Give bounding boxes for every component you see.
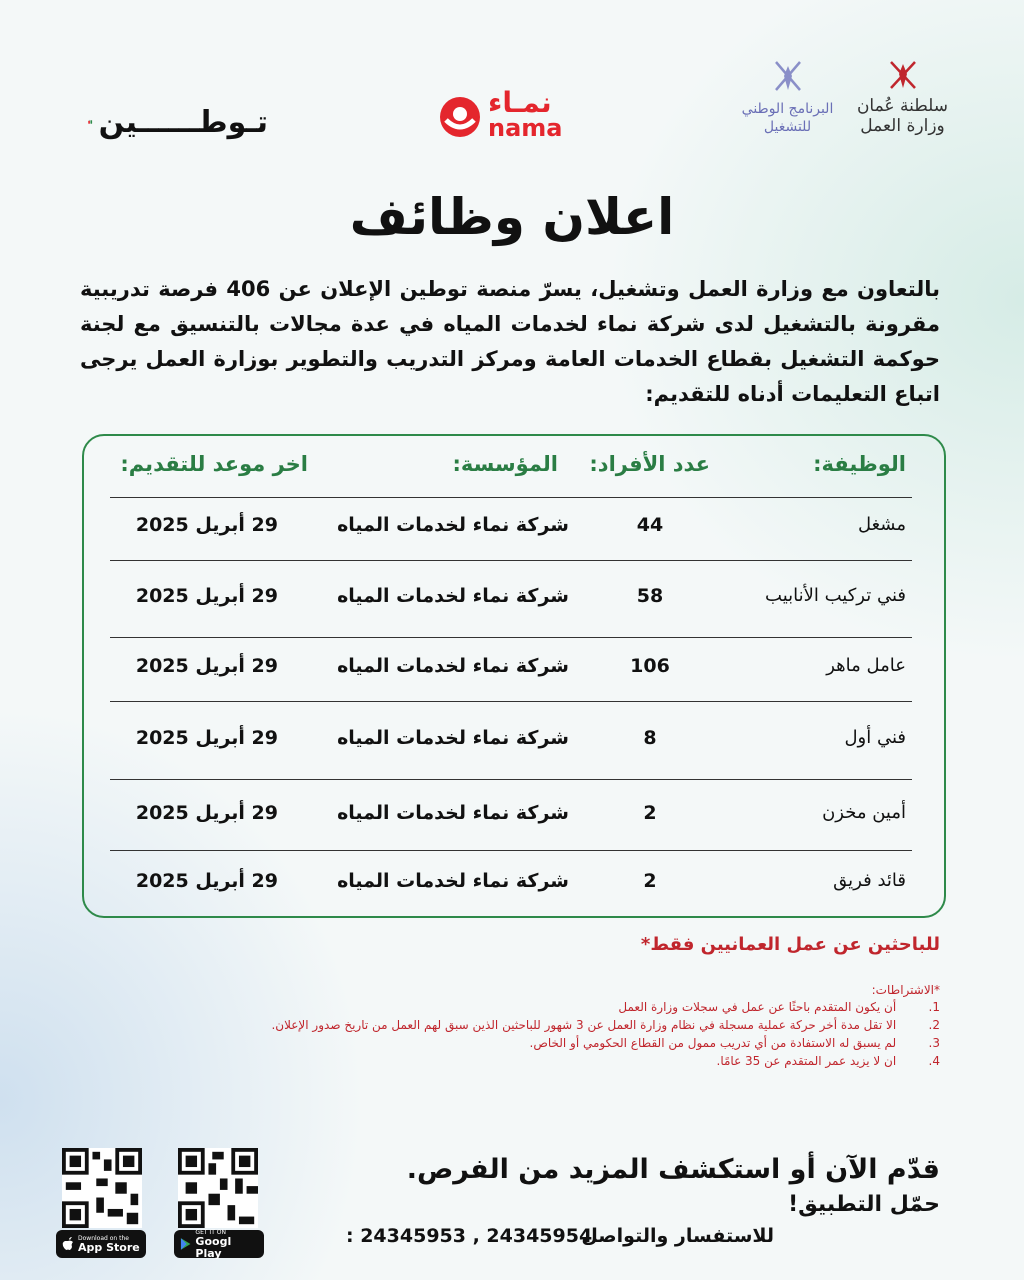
- google-play-big-text: Googl Play: [195, 1234, 232, 1260]
- row-divider: [110, 560, 912, 561]
- table-cell-job: عامل ماهر: [826, 655, 906, 676]
- national-program-line1: البرنامج الوطني: [741, 101, 834, 117]
- row-divider: [110, 701, 912, 702]
- intro-paragraph: بالتعاون مع وزارة العمل وتشغيل، يسرّ منصة توطين الإعلان عن 406 فرصة تدريبية مقرونة بالتشغيل لدى شركة نماء لخدمات المياه في عدة مجالات بالتنسيق مع لجنة حوكمة التشغيل بقطاع الخدمات العامة ومركز التدريب والتطوير بوزارة العمل يرجى اتباع التعليمات أدناه للتقديم:: [80, 277, 941, 406]
- ministry-of-labour-logo: [855, 56, 950, 146]
- table-cell-deadline: 29 أبريل 2025: [135, 585, 278, 607]
- national-program-logo: [735, 56, 840, 146]
- table-cell-deadline: 29 أبريل 2025: [135, 727, 278, 749]
- table-cell-job: فني تركيب الأنابيب: [765, 585, 906, 606]
- table-cell-deadline: 29 أبريل 2025: [135, 514, 278, 536]
- table-cell-count: 44: [636, 514, 664, 536]
- google-play-badge[interactable]: [174, 1230, 264, 1258]
- header-count: عدد الأفراد:: [589, 452, 710, 476]
- condition-text: الا تقل مدة أخر حركة عملية مسجلة في نظام وزارة العمل عن 3 شهور للباحثين الذين سبق لهم العمل من تاريخ صدور الإعلان.: [271, 1018, 897, 1032]
- nama-logo: [436, 86, 566, 146]
- table-cell-org: شركة نماء لخدمات المياه: [337, 802, 569, 824]
- tawteen-logo-text: تـوطــــــين: [98, 104, 268, 140]
- ministry-line1: سلطنة عُمان: [856, 96, 949, 116]
- condition-text: لم يسبق له الاستفادة من أي تدريب ممول من القطاع الحكومي أو الخاص.: [529, 1036, 897, 1050]
- condition-item: [717, 1054, 940, 1068]
- nama-logo-arabic: نمـاء: [488, 86, 552, 119]
- tawteen-logo: [88, 100, 268, 144]
- page-title: اعلان وظائف: [349, 188, 675, 246]
- row-divider: [110, 637, 912, 638]
- app-store-qr-code[interactable]: [62, 1148, 142, 1228]
- condition-number: 2.: [928, 1018, 940, 1032]
- table-cell-org: شركة نماء لخدمات المياه: [337, 514, 569, 536]
- ministry-line2: وزارة العمل: [860, 116, 945, 136]
- header-deadline: اخر موعد للتقديم:: [120, 452, 308, 476]
- header-org: المؤسسة:: [452, 452, 558, 476]
- condition-number: 4.: [928, 1054, 940, 1068]
- nama-logo-english: nama: [488, 114, 563, 142]
- conditions-heading: *الاشتراطات:: [871, 983, 940, 997]
- app-store-badge[interactable]: [56, 1230, 146, 1258]
- row-divider: [110, 779, 912, 780]
- table-cell-deadline: 29 أبريل 2025: [135, 802, 278, 824]
- contact-label: للاستفسار والتواصل: [581, 1225, 774, 1247]
- app-store-small-text: Download on the: [78, 1234, 129, 1242]
- condition-item: [618, 1000, 940, 1014]
- table-cell-org: شركة نماء لخدمات المياه: [337, 585, 569, 607]
- table-cell-org: شركة نماء لخدمات المياه: [337, 655, 569, 677]
- apply-now-text: قدّم الآن أو استكشف المزيد من الفرص.: [406, 1154, 940, 1185]
- oman-emblem-icon: [886, 56, 920, 92]
- download-app-text: حمّل التطبيق!: [788, 1192, 940, 1217]
- table-cell-deadline: 29 أبريل 2025: [135, 870, 278, 892]
- contact-numbers: : 24345953 , 24345954: [346, 1225, 593, 1247]
- tawteen-mark-icon: [88, 105, 93, 139]
- table-cell-org: شركة نماء لخدمات المياه: [337, 870, 569, 892]
- row-divider: [110, 497, 912, 498]
- table-cell-count: 2: [643, 802, 657, 824]
- header-job: الوظيفة:: [813, 452, 906, 476]
- app-store-big-text: App Store: [78, 1240, 140, 1254]
- table-cell-org: شركة نماء لخدمات المياه: [337, 727, 569, 749]
- omani-only-note: للباحثين عن عمل العمانيين فقط*: [640, 934, 940, 955]
- google-play-qr-code[interactable]: [178, 1148, 258, 1228]
- row-divider: [110, 850, 912, 851]
- condition-text: أن يكون المتقدم باحثًا عن عمل في سجلات وزارة العمل: [618, 1000, 897, 1014]
- table-cell-job: فني أول: [844, 727, 906, 748]
- table-cell-count: 58: [636, 585, 664, 607]
- khanjar-emblem-icon: [768, 56, 808, 96]
- condition-number: 3.: [928, 1036, 940, 1050]
- table-cell-deadline: 29 أبريل 2025: [135, 655, 278, 677]
- table-cell-count: 8: [643, 727, 657, 749]
- apple-icon: [62, 1237, 74, 1251]
- table-cell-count: 106: [630, 655, 670, 677]
- google-play-icon: [180, 1237, 191, 1251]
- table-cell-job: مشغل: [857, 514, 906, 535]
- table-cell-job: قائد فريق: [833, 870, 906, 891]
- condition-item: [530, 1036, 940, 1050]
- condition-number: 1.: [928, 1000, 940, 1014]
- condition-text: ان لا يزيد عمر المتقدم عن 35 عامًا.: [716, 1054, 897, 1068]
- nama-mark-icon: [436, 90, 486, 140]
- national-program-line2: للتشغيل: [763, 119, 812, 135]
- condition-item: [271, 1018, 940, 1032]
- google-play-small-text: GET IT ON: [195, 1228, 226, 1236]
- table-cell-count: 2: [643, 870, 657, 892]
- table-cell-job: أمين مخزن: [822, 802, 906, 823]
